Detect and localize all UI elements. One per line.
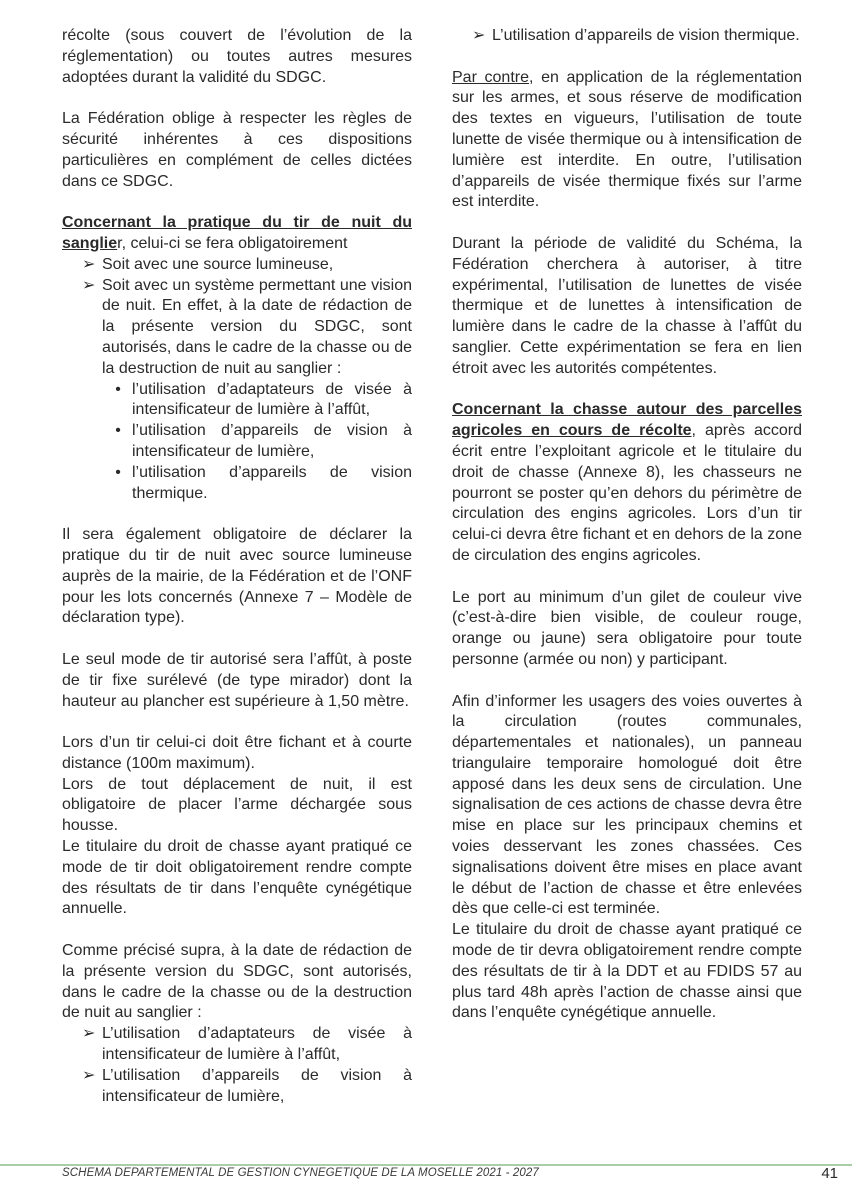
paragraph: Le titulaire du droit de chasse ayant pratiqué ce mode de tir devra obligatoirement rendre compte des résultats de tir à la DDT et au FDIDS 57 au plus tard 48h après l’action de chasse ainsi que dans l’enquête cynégétique annuelle. (452, 921, 802, 1022)
footer-rule (0, 1164, 852, 1166)
paragraph: Il sera également obligatoire de déclarer la pratique du tir de nuit avec source lumineuse auprès de la mairie, de la Fédération et de l’ONF pour les lots concernés (Annexe 7 – Modèle de déclaration type). (62, 526, 412, 627)
list-item (62, 276, 412, 380)
list-item (452, 26, 802, 47)
bullet-icon: • (115, 422, 121, 440)
list-item (104, 463, 412, 505)
footer-title: SCHEMA DEPARTEMENTAL DE GESTION CYNEGETIQUE DE LA MOSELLE 2021 - 2027 (62, 1167, 539, 1179)
paragraph: Comme précisé supra, à la date de rédaction de la présente version du SDGC, sont autorisés, dans le cadre de la chasse ou de la destruction de nuit au sanglier : (62, 942, 412, 1022)
list-item-text: l’utilisation d’adaptateurs de visée à intensificateur de lumière à l’affût, (132, 380, 412, 419)
list-item (104, 380, 412, 422)
bullet-icon: • (115, 380, 121, 398)
list-item (62, 1024, 412, 1066)
arrow-bullet-icon: ➢ (472, 27, 486, 44)
list-item-text: l’utilisation d’appareils de vision à intensificateur de lumière, (132, 422, 412, 460)
arrow-bullet-icon: ➢ (82, 255, 96, 273)
text: r, celui-ci se fera obligatoirement (117, 234, 348, 252)
paragraph: La Fédération oblige à respecter les règles de sécurité inhérentes à ces dispositions particulières en complément de celles dictées dans ce SDGC. (62, 110, 412, 190)
list-item (62, 255, 412, 276)
underlined-heading: Concernant la pratique du tir de nuit du sanglie (62, 214, 412, 252)
page-number: 41 (821, 1165, 838, 1182)
paragraph: récolte (sous couvert de l’évolution de la réglementation) ou toutes autres mesures adoptées durant la validité du SDGC. (62, 27, 412, 86)
paragraph: Le seul mode de tir autorisé sera l’affût, à poste de tir fixe surélevé (de type mirador) dont la hauteur au plancher est supérieure à 1,50 mètre. (62, 650, 412, 710)
bullet-icon: • (115, 463, 121, 481)
arrow-bullet-icon: ➢ (82, 1025, 96, 1043)
underlined-heading: Concernant la chasse autour des parcelles agricoles en cours de récolte (452, 401, 802, 440)
list-item-text: Soit avec un système permettant une vision de nuit. En effet, à la date de rédaction de la présente version du SDGC, sont autorisés, dans le cadre de la chasse ou de la destruction de nuit au sanglier : (102, 276, 412, 377)
list-item-text: l’utilisation d’appareils de vision thermique. (132, 463, 412, 502)
list-item-text: Soit avec une source lumineuse, (102, 255, 334, 273)
underlined-lead: Par contre (452, 68, 529, 86)
paragraph: Lors de tout déplacement de nuit, il est obligatoire de placer l’arme déchargée sous housse. (62, 775, 412, 835)
arrow-bullet-icon: ➢ (82, 1066, 96, 1084)
list-item-text: L’utilisation d’appareils de vision à intensificateur de lumière, (102, 1066, 412, 1105)
text: , en application de la réglementation sur les armes, et sous réserve de modification des textes en vigueurs, l’utilisation de toute lunette de visée thermique ou à intensification de lumière est interdite. En outre, l’utilisation d’appareils de visée thermique fixés sur l’arme est interdite. (452, 68, 802, 211)
left-column (62, 26, 412, 1107)
list-item (104, 421, 412, 463)
paragraph: Le titulaire du droit de chasse ayant pratiqué ce mode de tir doit obligatoirement rendre compte des résultats de tir dans l’enquête cynégétique annuelle. (62, 838, 412, 918)
list-item-text: L’utilisation d’adaptateurs de visée à intensificateur de lumière à l’affût, (102, 1025, 412, 1064)
paragraph: Lors d’un tir celui-ci doit être fichant et à courte distance (100m maximum). (62, 734, 412, 772)
list-item (62, 1066, 412, 1108)
paragraph: Le port au minimum d’un gilet de couleur vive (c’est-à-dire bien visible, de couleur rouge, orange ou jaune) sera obligatoire pour toute personne (armée ou non) y participant. (452, 588, 802, 668)
paragraph: Durant la période de validité du Schéma, la Fédération cherchera à autoriser, à titre expérimental, l’utilisation de lunettes de visée thermique et de lunettes à intensification de lumière dans le cadre de la chasse à l’affût du sanglier. Cette expérimentation se fera en lien étroit avec les autorités compétentes. (452, 234, 802, 377)
arrow-bullet-icon: ➢ (82, 276, 96, 294)
paragraph (452, 400, 802, 566)
list-item-text: L’utilisation d’appareils de vision thermique. (492, 27, 800, 44)
paragraph (62, 213, 412, 255)
paragraph: Afin d’informer les usagers des voies ouvertes à la circulation (routes communales, départementales et nationales), un panneau triangulaire temporaire homologué doit être apposé dans les deux sens de circulation. Une signalisation de ces actions de chasse devra être mise en place sur les principaux chemins et voies desservant les zones chassées. Ces signalisations doivent être mises en place avant le début de l’action de chasse et être enlevées dès que celle-ci est terminée. (452, 692, 802, 918)
right-column (452, 26, 802, 1045)
paragraph (452, 68, 802, 214)
text: , après accord écrit entre l’exploitant agricole et le titulaire du droit de chasse (Annexe 8), les chasseurs ne pourront se poster qu’en dehors du périmètre de circulation des engins agricoles. Lors d’un tir celui-ci devra être fichant et en dehors de la zone de circulation des engins agricoles. (452, 422, 802, 564)
